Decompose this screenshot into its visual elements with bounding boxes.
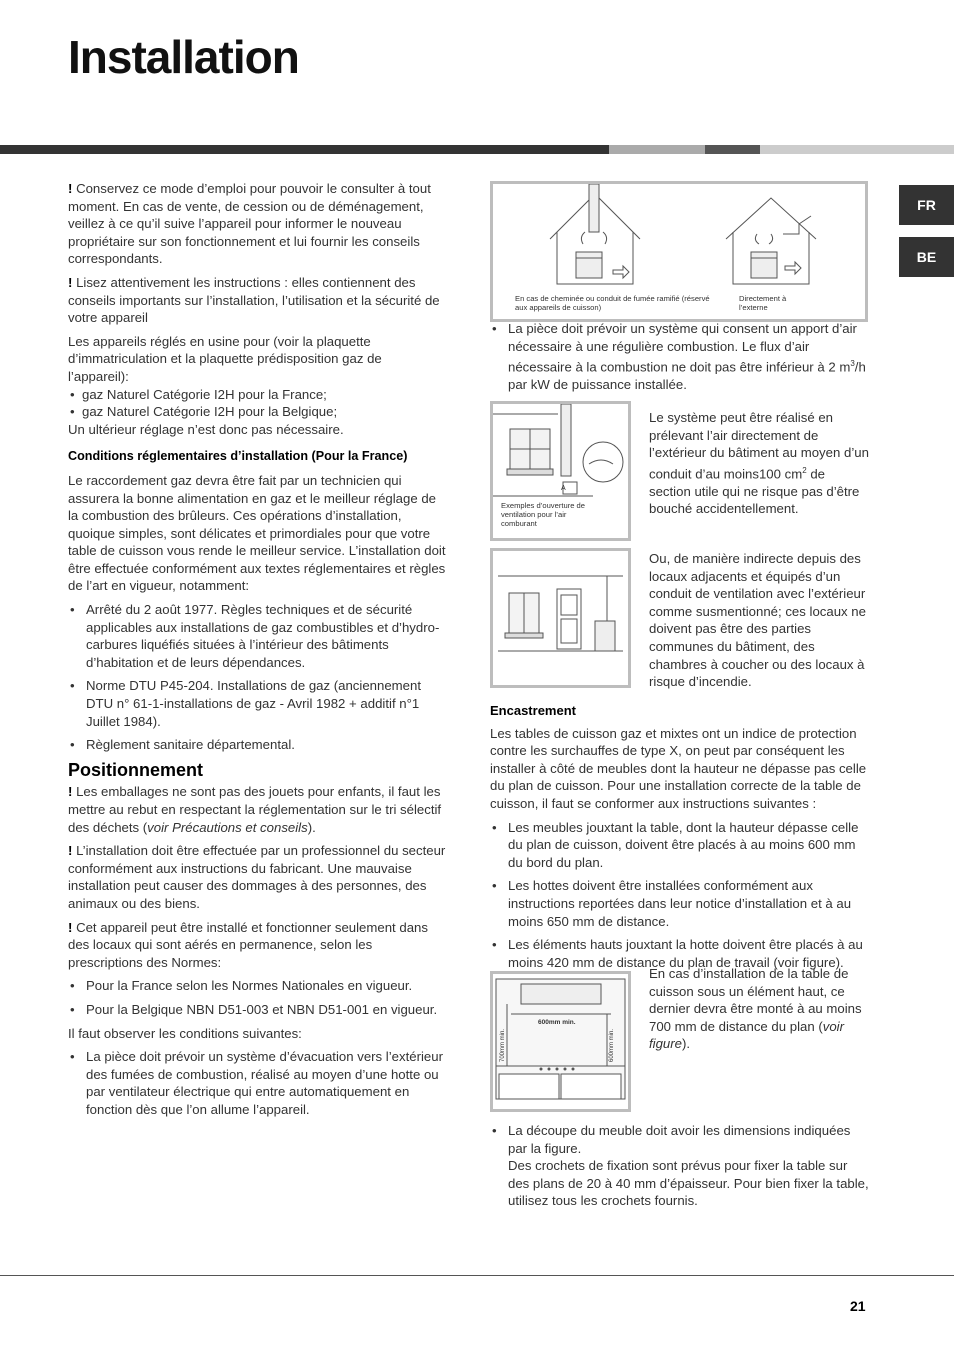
figure-caption: En cas de cheminée ou conduit de fumée ramifié (réservé aux appareils de cuisson) (515, 294, 710, 312)
footer-divider (0, 1275, 954, 1276)
heading-suffix: (Pour la France) (311, 449, 408, 464)
paragraph-text: Des crochets de fixation sont prévus pour fixer la table sur des plans de 20 à 40 mm d’épaisseur. Pour bien fixer la table, utilisez tous les crochets fournis. (508, 1158, 869, 1209)
figure-caption: Exemples d’ouverture de ventilation pour l’air comburant (501, 501, 585, 528)
warning-mark: ! (68, 181, 73, 196)
list-item-condition: • La pièce doit prévoir un système d’évacuation vers l’extérieur des fumées de combustion, réalisé au moyen d’une hotte ou par ventilateur électrique qui entre automatiquement en fonction dès que l’on allume l’appareil. (68, 1048, 446, 1118)
paragraph-ventilated (68, 919, 446, 972)
warning-mark: ! (68, 843, 73, 859)
header-bar-dark (0, 145, 609, 154)
left-column (68, 180, 446, 1125)
paragraph-text: Les emballages ne sont pas des jouets pour enfants, il faut les mettre au rebut en respectant la réglementation sur le tri sélectif des déchets ( (68, 784, 442, 835)
header-bar-dark2 (705, 145, 760, 154)
list-item-regulation: • Arrêté du 2 août 1977. Règles techniques et de sécurité applicables aux installations de gaz combustibles et d’hydro-carbures liquéfiés situées à l’intérieur des bâtiments d’habitation et de leurs dépendances. (68, 601, 446, 671)
paragraph-packaging (68, 783, 446, 836)
paragraph-keep-manual (68, 180, 446, 268)
paragraph-encastrement: Les tables de cuisson gaz et mixtes ont un indice de protection contre les surchauffes de type X, on peut par conséquent les installer à côté de meubles dont la hauteur ne dépasse pas celle du plan de cuisson. Pour une installation correcte de la table de cuisson, il faut se conformer aux instructions suivantes : (490, 725, 867, 811)
paragraph-text: de section utile qui ne risque pas d’être bouché accidentellement. (649, 466, 860, 517)
list-item-gas-be: • gaz Naturel Catégorie I2H pour la Belgique; (68, 403, 446, 421)
paragraph-text: • La découpe du meuble doit avoir les dimensions indiquées par la figure. (508, 1123, 851, 1156)
list-item-regulation: • Règlement sanitaire départemental. (68, 736, 446, 754)
encastrement-section (490, 698, 870, 977)
warning-mark: ! (68, 919, 73, 935)
list-item-regulation: • Norme DTU P45-204. Installations de gaz (anciennement DTU n° 61-1-installations de gaz - Avril 1982 + additif n°1 Juillet 1984). (68, 677, 446, 730)
paragraph-text: En cas d’installation de la table de cuisson sous un élément haut, ce dernier devra être monté à au moins 700 mm de distance du plan ( (649, 966, 862, 1034)
paragraph-italic: voir figure (649, 1018, 844, 1052)
list-item-encastrement: • Les hottes doivent être installées conformément aux instructions reportées dans leur notice d’installation et à au moins 650 mm de distance. (490, 877, 870, 930)
figure-caption: Directement à l’externe (739, 294, 787, 312)
figure-ventilation (490, 401, 631, 541)
section-heading-encastrement: Encastrement (490, 703, 576, 718)
figure-chimney (490, 181, 868, 322)
paragraph-italic: voir Précautions et conseils (147, 819, 308, 835)
section-heading-positioning: Positionnement (68, 759, 204, 780)
lang-tab-fr[interactable]: FR (899, 185, 954, 225)
paragraph-text: Lisez attentivement les instructions : elles contiennent des conseils importants sur l’installation, l’utilisation et la sécurité de votre appareil (68, 274, 440, 326)
list-item-encastrement: • Les éléments hauts jouxtant la hotte doivent être placés à au moins 420 mm de distance du plan de travail (voir figure). (490, 936, 870, 971)
paragraph-indirect-air: Ou, de manière indirecte depuis des locaux adjacents et équipés d’un conduit de ventilation avec l’extérieur comme susmentionné; ces locaux ne doivent pas être des parties communes du bâtiment, des chambres à coucher ou des locaux à risque d’incendie. (649, 551, 866, 690)
paragraph-text: La pièce doit prévoir un système qui consent un apport d’air nécessaire à une régulière combustion. Le flux d’air nécessaire à la combustion ne doit pas être inférieur à 2 m (508, 321, 857, 375)
heading-text: Conditions réglementaires d’installation (68, 449, 309, 464)
dimension-label: 600mm min. (609, 1028, 615, 1062)
superscript: 2 (802, 465, 807, 475)
paragraph-upper-cabinet (649, 965, 871, 1053)
cutout-block (490, 1122, 870, 1216)
paragraph-text: /h par kW de puissance installée. (508, 359, 866, 393)
warning-mark: ! (68, 274, 73, 290)
figure-cabinet-dimensions (490, 971, 631, 1112)
paragraph-conditions: Il faut observer les conditions suivantes: (68, 1025, 302, 1041)
list-item-cutout (490, 1122, 870, 1210)
paragraph-gas-connection: Le raccordement gaz devra être fait par un technicien qui assurera la bonne alimentation en gaz et le meilleur réglage de la combustion des brûleurs. Ces opérations d’installation, quoique simples, sont délicates et primordiales pour que votre table de cuisson vous rende le meilleur service. L’installation doit être effectuée conformément aux textes réglementaires et règles de l’art en vigueur, notamment: (68, 472, 446, 594)
paragraph-text: Cet appareil peut être installé et fonctionner seulement dans des locaux qui sont aérés en permanence, selon les prescriptions des Normes: (68, 919, 428, 970)
paragraph-text: L’installation doit être effectuée par un professionnel du secteur conformément aux instructions du fabricant. Une mauvaise installation peut causer des dommages à des personnes, des animaux ou des biens. (68, 843, 446, 911)
air-supply-block (490, 320, 870, 400)
adjacent-room-icon (493, 551, 628, 685)
figure-adjacent-room (490, 548, 631, 688)
paragraph-professional (68, 842, 446, 912)
dimension-label: 700mm min. (500, 1028, 506, 1062)
paragraph-text: ). (307, 819, 316, 835)
page-number: 21 (850, 1298, 866, 1314)
paragraph-text: ). (682, 1036, 691, 1052)
paragraph-no-adjustment: Un ultérieur réglage n’est donc pas nécessaire. (68, 421, 344, 437)
list-item-gas-fr: • gaz Naturel Catégorie I2H pour la France; (68, 386, 446, 404)
section-heading-conditions (68, 448, 446, 466)
list-item-encastrement: • Les meubles jouxtant la table, dont la hauteur dépasse celle du plan de cuisson, doivent être placés à au moins 600 mm du bord du plan. (490, 819, 870, 872)
list-item-norm: • Pour la France selon les Normes Nationales en vigueur. (68, 977, 446, 995)
header-bar-mid (609, 145, 705, 154)
paragraph-text: Conservez ce mode d’emploi pour pouvoir le consulter à tout moment. En cas de vente, de cession ou de déménagement, veillez à ce qu’il suive l’appareil pour informer le nouveau propriétaire sur son fonctionnement et lui fournir les conseils correspondants. (68, 181, 431, 267)
page-title: Installation (68, 31, 299, 83)
header-bar-light (760, 145, 954, 154)
paragraph-direct-air (649, 409, 869, 518)
warning-mark: ! (68, 784, 73, 800)
paragraph-text: Le système peut être réalisé en prélevant l’air directement de l’extérieur du bâtiment au moyen d’un conduit d’au moins100 cm (649, 410, 869, 482)
cabinet-dimensions-icon (493, 974, 628, 1109)
lang-tab-be[interactable]: BE (899, 237, 954, 277)
paragraph-factory-settings: Les appareils réglés en usine pour (voir la plaquette d’immatriculation et la plaquette prédisposition gaz de l’appareil): (68, 333, 382, 384)
list-item-air-supply (490, 320, 870, 394)
dimension-label: 600mm min. (538, 1019, 576, 1026)
paragraph-read-instructions (68, 274, 446, 327)
figure-label: A (561, 485, 566, 492)
superscript: 3 (850, 359, 855, 369)
list-item-norm: • Pour la Belgique NBN D51-003 et NBN D51-001 en vigueur. (68, 1001, 446, 1019)
